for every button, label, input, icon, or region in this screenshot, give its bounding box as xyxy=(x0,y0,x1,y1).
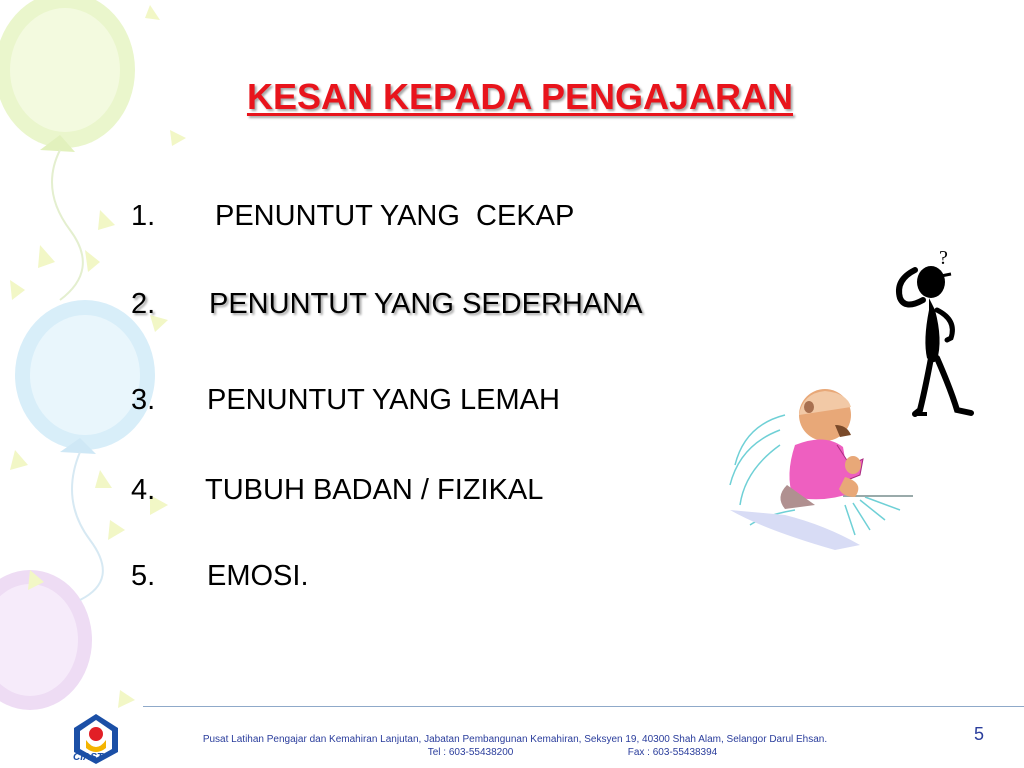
list-item-2 xyxy=(131,288,642,321)
question-mark-icon: ? xyxy=(939,247,948,269)
slide-page-number: 5 xyxy=(974,724,985,744)
list-item-3 xyxy=(131,384,560,417)
footer-address-block xyxy=(150,733,880,759)
confused-man-clipart xyxy=(725,385,925,555)
list-text: PENUNTUT YANG SEDERHANA xyxy=(209,288,643,320)
logo-text: CIAST xyxy=(73,752,103,763)
list-text: TUBUH BADAN / FIZIKAL xyxy=(205,474,544,506)
list-number: 5. xyxy=(131,560,156,592)
list-text: PENUNTUT YANG LEMAH xyxy=(207,384,560,416)
footer-divider xyxy=(143,706,1024,707)
purple-balloon xyxy=(0,570,92,710)
list-number: 2. xyxy=(131,288,156,320)
footer-fax: Fax : 603-55438394 xyxy=(627,747,718,758)
list-text: PENUNTUT YANG CEKAP xyxy=(215,200,575,232)
footer-contacts xyxy=(150,746,880,759)
list-item-5 xyxy=(131,560,309,593)
blue-balloon xyxy=(15,300,155,454)
slide-title: KESAN KEPADA PENGAJARAN xyxy=(246,76,794,117)
footer-address: Pusat Latihan Pengajar dan Kemahiran Lanjutan, Jabatan Pembangunan Kemahiran, Seksyen 19, 40300 Shah Alam, Selangor Darul Ehsan. xyxy=(202,734,828,745)
list-item-1 xyxy=(131,200,574,233)
list-number: 1. xyxy=(131,200,156,232)
footer-tel: Tel : 603-55438200 xyxy=(427,747,514,758)
list-number: 3. xyxy=(131,384,156,416)
list-item-4 xyxy=(131,474,543,507)
list-number: 4. xyxy=(131,474,156,506)
list-text: EMOSI. xyxy=(207,560,309,592)
